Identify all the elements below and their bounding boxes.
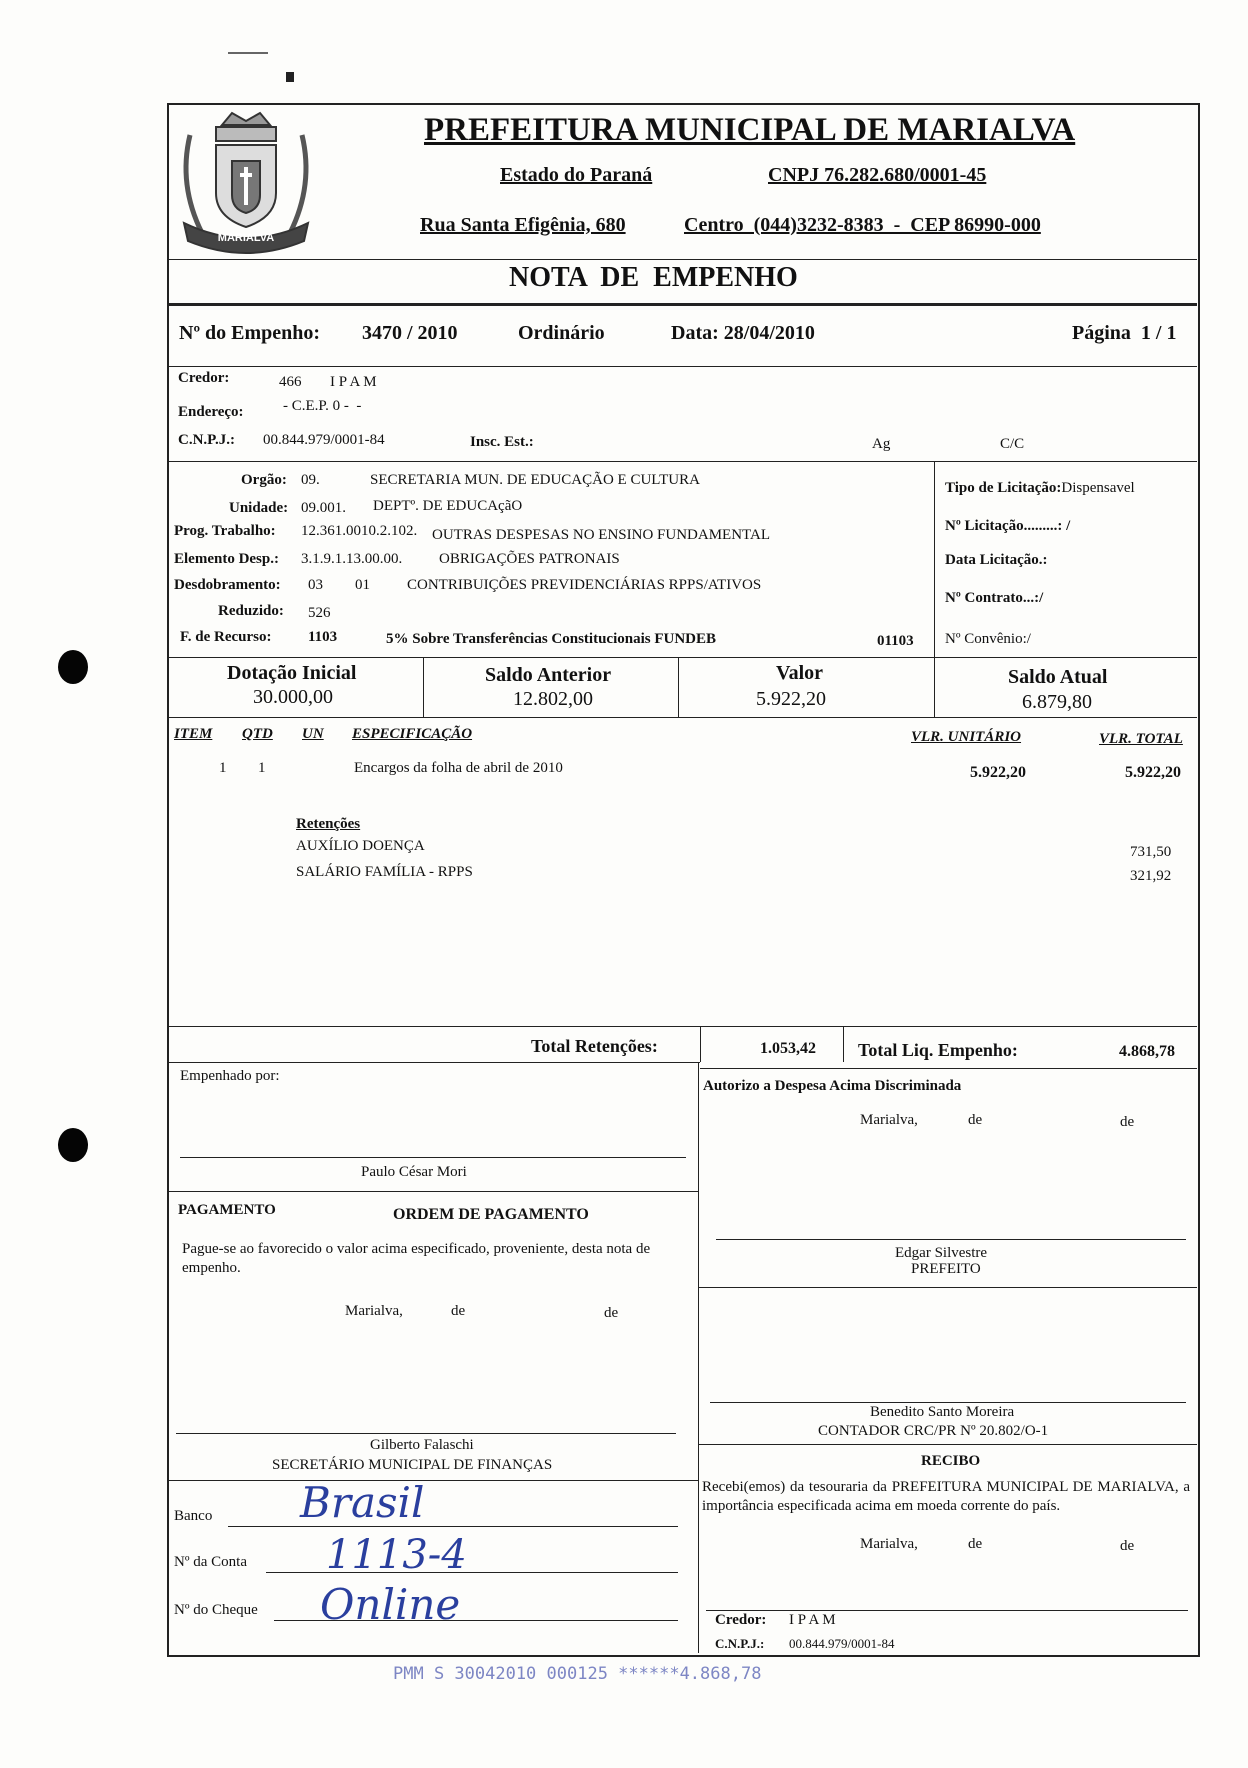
item-total-value: 5.922,20 [1125,764,1181,781]
recurso-name: 5% Sobre Transferências Constitucionais FUNDEB [386,631,717,647]
cnpj-label: CNPJ 76.282.680/0001-45 [768,164,987,186]
scan-mark [286,72,294,82]
empenhado-por-label: Empenhado por: [180,1068,280,1084]
col-especificacao: ESPECIFICAÇÃO [352,726,473,742]
conta-label: Nº da Conta [174,1554,247,1570]
recibo-cnpj-label: C.N.P.J.: [715,1636,765,1651]
valor-label: Valor [776,662,824,684]
dotacao-value: 30.000,00 [253,686,333,708]
page-number: Página 1 / 1 [1072,322,1177,344]
licitacao-data: Data Licitação.: [945,552,1048,568]
item-qtd: 1 [258,760,266,776]
secretario-title: SECRETÁRIO MUNICIPAL DE FINANÇAS [272,1457,553,1473]
state-label: Estado do Paraná [500,164,653,186]
banco-label: Banco [174,1508,213,1524]
cheque-label: Nº do Cheque [174,1602,258,1618]
pagamento-de-2: de [604,1305,619,1321]
item-unit-value: 5.922,20 [970,764,1026,781]
autorizo-de-2: de [1120,1114,1135,1130]
insc-est-label: Insc. Est.: [470,434,534,450]
contrato-number: Nº Contrato...:/ [945,590,1044,606]
pagamento-text: Pague-se ao favorecido o valor acima especificado, proveniente, desta nota de empenho. [182,1241,651,1276]
recibo-de-1: de [968,1536,983,1552]
retencao-value: 321,92 [1130,868,1172,884]
endereco-value: - C.E.P. 0 - - [283,398,362,414]
recibo-cnpj-value: 00.844.979/0001-84 [789,1636,895,1651]
prog-label: Prog. Trabalho: [174,523,276,539]
contador-title: CONTADOR CRC/PR Nº 20.802/O-1 [818,1423,1049,1439]
cheque-handwritten: Online [320,1580,461,1629]
prefeito-title: PREFEITO [911,1261,981,1277]
banco-handwritten: Brasil [300,1478,425,1527]
desdobramento-label: Desdobramento: [174,577,281,593]
item-number: 1 [219,760,227,776]
saldo-anterior-value: 12.802,00 [513,688,593,710]
empenho-number: 3470 / 2010 [362,322,458,344]
desdobramento-code: 03 [308,577,323,593]
orgao-label: Orgão: [241,472,287,488]
licitacao-numero: Nº Licitação.........: / [945,518,1071,534]
recibo-city: Marialva, [860,1536,918,1552]
cc-label: C/C [1000,436,1025,452]
orgao-code: 09. [301,472,320,488]
contador-name: Benedito Santo Moreira [870,1404,1015,1420]
autorizo-label: Autorizo a Despesa Acima Discriminada [703,1078,962,1094]
licitacao-tipo [945,480,1135,497]
retencoes-title: Retenções [296,816,361,832]
punch-hole-bottom [58,1128,88,1162]
reduzido-value: 526 [308,605,331,621]
recibo-credor-label: Credor: [715,1612,767,1628]
municipal-crest [172,105,320,255]
item-specification: Encargos da folha de abril de 2010 [354,760,563,776]
reduzido-label: Reduzido: [218,603,284,619]
pagamento-de-1: de [451,1303,466,1319]
retencao-name: SALÁRIO FAMÍLIA - RPPS [296,864,473,880]
col-vlr-unitario: VLR. UNITÁRIO [911,729,1022,745]
conta-handwritten: 1113-4 [326,1532,467,1578]
authentication-stamp: PMM S 30042010 000125 ******4.868,78 [393,1664,762,1684]
unidade-name: DEPTº. DE EDUCAçãO [373,498,523,514]
autorizo-city: Marialva, [860,1112,918,1128]
licitacao-tipo-value: Dispensavel [1061,480,1135,496]
credor-code: 466 [279,374,302,390]
recibo-title: RECIBO [921,1453,981,1469]
retencao-value: 731,50 [1130,844,1172,860]
scan-mark [228,52,268,54]
recibo-de-2: de [1120,1538,1135,1554]
endereco-label: Endereço: [178,404,244,420]
prefeito-name: Edgar Silvestre [895,1245,988,1261]
secretario-name: Gilberto Falaschi [370,1437,474,1453]
credor-cnpj-label: C.N.P.J.: [178,432,235,448]
total-liquido-value: 4.868,78 [1119,1043,1175,1060]
credor-name: I P A M [330,374,377,390]
saldo-anterior-label: Saldo Anterior [485,664,612,686]
page-title: PREFEITURA MUNICIPAL DE MARIALVA [424,112,1076,148]
punch-hole-top [58,650,88,684]
autorizo-de-1: de [968,1112,983,1128]
unidade-code: 09.001. [301,500,346,516]
recurso-label: F. de Recurso: [180,629,272,645]
empenho-date: Data: 28/04/2010 [671,322,815,344]
recurso-number: 01103 [877,633,914,649]
retencao-name: AUXÍLIO DOENÇA [296,838,425,854]
address-details: Centro (044)3232-8383 - CEP 86990-000 [684,214,1041,236]
credor-label: Credor: [178,370,230,386]
col-un: UN [302,726,324,742]
elemento-name: OBRIGAÇÕES PATRONAIS [439,551,620,567]
total-liquido-label: Total Liq. Empenho: [858,1040,1018,1060]
prog-code: 12.361.0010.2.102. [301,523,418,539]
recurso-code: 1103 [308,629,338,645]
col-qtd: QTD [242,726,273,742]
convenio-number: Nº Convênio:/ [945,631,1031,647]
empenhado-por-name: Paulo César Mori [361,1164,467,1180]
col-item: ITEM [174,726,213,742]
saldo-atual-label: Saldo Atual [1008,666,1108,688]
empenho-type: Ordinário [518,322,605,344]
prog-name: OUTRAS DESPESAS NO ENSINO FUNDAMENTAL [432,527,770,543]
valor-value: 5.922,20 [756,688,826,710]
licitacao-tipo-label: Tipo de Licitação: [945,480,1062,496]
desdobramento-name: CONTRIBUIÇÕES PREVIDENCIÁRIAS RPPS/ATIVOS [407,577,762,593]
pagamento-city: Marialva, [345,1303,403,1319]
col-vlr-total: VLR. TOTAL [1099,731,1183,747]
recibo-credor-value: I P A M [789,1612,836,1628]
unidade-label: Unidade: [229,500,289,516]
ordem-pagamento-title: ORDEM DE PAGAMENTO [393,1206,589,1223]
dotacao-label: Dotação Inicial [227,662,357,684]
ag-label: Ag [872,436,891,452]
pagamento-label: PAGAMENTO [178,1202,276,1218]
credor-cnpj: 00.844.979/0001-84 [263,432,385,448]
address-street: Rua Santa Efigênia, 680 [420,214,626,236]
total-retencoes-label: Total Retenções: [531,1036,658,1056]
desdobramento-code2: 01 [355,577,370,593]
elemento-label: Elemento Desp.: [174,551,279,567]
total-retencoes-value: 1.053,42 [760,1040,816,1057]
crest-banner-text: MARIALVA [217,232,275,244]
elemento-code: 3.1.9.1.13.00.00. [301,551,403,567]
orgao-name: SECRETARIA MUN. DE EDUCAÇÃO E CULTURA [370,472,700,488]
document-title: NOTA DE EMPENHO [509,262,798,293]
saldo-atual-value: 6.879,80 [1022,691,1092,713]
empenho-label: Nº do Empenho: [179,322,321,344]
recibo-text: Recebi(emos) da tesouraria da PREFEITURA MUNICIPAL DE MARIALVA, a importância especificada acima em moeda corrente do país. [702,1479,1190,1514]
